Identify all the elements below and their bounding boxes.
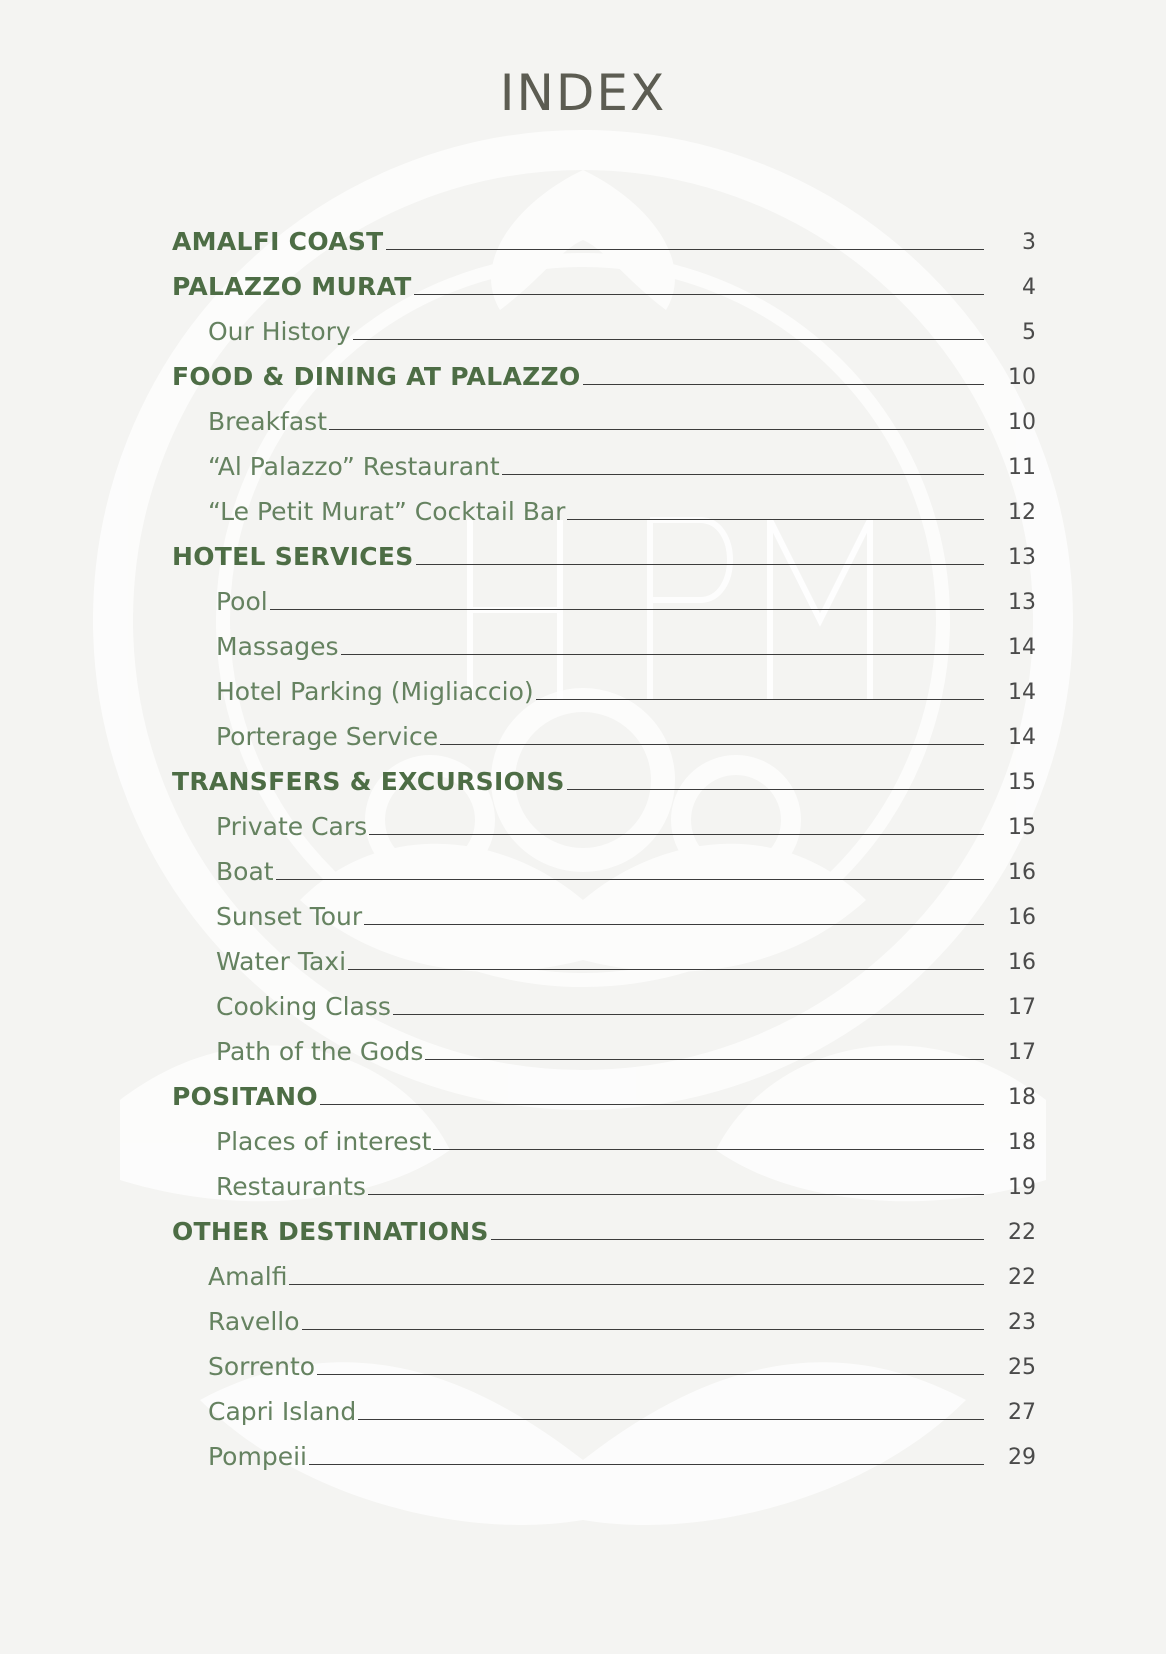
toc-page-number: 16 (1008, 950, 1036, 975)
toc-leader-line (348, 969, 984, 970)
toc-entry[interactable] (208, 490, 1036, 526)
toc-entry-label: TRANSFERS & EXCURSIONS (172, 767, 565, 796)
toc-page-number: 18 (1008, 1085, 1036, 1110)
toc-page-number: 22 (1008, 1265, 1036, 1290)
toc-leader-line (270, 609, 984, 610)
toc-page-number: 25 (1008, 1355, 1036, 1380)
toc-page-number: 18 (1008, 1130, 1036, 1155)
toc-entry-label: Sunset Tour (216, 902, 363, 931)
toc-entry[interactable] (216, 985, 1036, 1021)
toc-entry-label: Places of interest (216, 1127, 432, 1156)
toc-leader-line (368, 1194, 984, 1195)
toc-entry[interactable] (216, 670, 1036, 706)
toc-entry-label: PALAZZO MURAT (172, 272, 412, 301)
toc-entry-label: AMALFI COAST (172, 227, 384, 256)
toc-leader-line (491, 1239, 984, 1240)
toc-leader-line (309, 1464, 984, 1465)
toc-entry[interactable] (208, 400, 1036, 436)
toc-page-number: 23 (1008, 1310, 1036, 1335)
toc-entry-label: Pompeii (208, 1442, 307, 1471)
toc-page-number: 3 (1022, 230, 1036, 255)
toc-entry[interactable] (216, 1030, 1036, 1066)
toc-entry-label: Boat (216, 857, 274, 886)
toc-page-number: 29 (1008, 1445, 1036, 1470)
toc-entry[interactable] (208, 310, 1036, 346)
toc-page-number: 16 (1008, 905, 1036, 930)
toc-page-number: 17 (1008, 995, 1036, 1020)
toc-entry[interactable] (172, 535, 1036, 571)
toc-entry-label: Our History (208, 317, 351, 346)
toc-entry[interactable] (216, 1120, 1036, 1156)
toc-leader-line (353, 339, 984, 340)
toc-leader-line (317, 1374, 984, 1375)
toc-entry[interactable] (216, 805, 1036, 841)
page-title: INDEX (499, 64, 667, 122)
toc-entry[interactable] (172, 1210, 1036, 1246)
toc-entry-label: “Le Petit Murat” Cocktail Bar (208, 497, 566, 526)
toc-page-number: 11 (1008, 455, 1036, 480)
toc-page-number: 12 (1008, 500, 1036, 525)
toc-entry[interactable] (216, 850, 1036, 886)
toc-leader-line (393, 1014, 984, 1015)
toc-leader-line (583, 384, 985, 385)
toc-entry-label: Pool (216, 587, 268, 616)
toc-page-number: 13 (1008, 590, 1036, 615)
toc-page-number: 10 (1008, 365, 1036, 390)
toc-page-number: 14 (1008, 635, 1036, 660)
toc-page-number: 14 (1008, 725, 1036, 750)
toc-entry-label: Path of the Gods (216, 1037, 424, 1066)
toc-entry[interactable] (216, 580, 1036, 616)
toc-entry-label: Massages (216, 632, 339, 661)
toc-entry[interactable] (208, 1435, 1036, 1471)
toc-entry[interactable] (172, 220, 1036, 256)
toc-leader-line (414, 294, 984, 295)
toc-page-number: 5 (1022, 320, 1036, 345)
toc-leader-line (364, 924, 984, 925)
toc-entry-label: “Al Palazzo” Restaurant (208, 452, 500, 481)
toc-leader-line (567, 519, 984, 520)
toc-leader-line (358, 1419, 984, 1420)
toc-entry-label: Porterage Service (216, 722, 439, 751)
toc-entry[interactable] (208, 1255, 1036, 1291)
toc-entry[interactable] (216, 715, 1036, 751)
toc-entry[interactable] (216, 895, 1036, 931)
toc-entry-label: Ravello (208, 1307, 300, 1336)
toc-page-number: 14 (1008, 680, 1036, 705)
toc-page-number: 17 (1008, 1040, 1036, 1065)
toc-entry-label: Cooking Class (216, 992, 391, 1021)
toc-entry-label: Breakfast (208, 407, 328, 436)
toc-entry-label: FOOD & DINING AT PALAZZO (172, 362, 581, 391)
toc-leader-line (320, 1104, 984, 1105)
toc-entry[interactable] (208, 1300, 1036, 1336)
toc-entry[interactable] (172, 1075, 1036, 1111)
toc-page-number: 10 (1008, 410, 1036, 435)
toc-leader-line (276, 879, 984, 880)
toc-entry[interactable] (172, 355, 1036, 391)
toc-entry[interactable] (172, 760, 1036, 796)
toc-leader-line (369, 834, 984, 835)
toc-entry-label: Amalfi (208, 1262, 288, 1291)
toc-page-number: 16 (1008, 860, 1036, 885)
toc-page-number: 15 (1008, 815, 1036, 840)
toc-leader-line (440, 744, 984, 745)
toc-page-number: 13 (1008, 545, 1036, 570)
toc-entry[interactable] (216, 940, 1036, 976)
toc-page-number: 19 (1008, 1175, 1036, 1200)
toc-leader-line (416, 564, 984, 565)
toc-leader-line (425, 1059, 984, 1060)
toc-entry[interactable] (208, 445, 1036, 481)
toc-entry-label: OTHER DESTINATIONS (172, 1217, 489, 1246)
toc-page-number: 22 (1008, 1220, 1036, 1245)
toc-entry-label: Water Taxi (216, 947, 347, 976)
toc-entry[interactable] (216, 1165, 1036, 1201)
toc-leader-line (536, 699, 984, 700)
toc-entry[interactable] (208, 1345, 1036, 1381)
toc-page-number: 4 (1022, 275, 1036, 300)
toc-page-number: 15 (1008, 770, 1036, 795)
toc-leader-line (502, 474, 984, 475)
toc-leader-line (433, 1149, 984, 1150)
toc-leader-line (567, 789, 984, 790)
toc-entry-label: Private Cars (216, 812, 368, 841)
toc-leader-line (386, 249, 984, 250)
toc-leader-line (329, 429, 984, 430)
toc-entry-label: POSITANO (172, 1082, 318, 1111)
toc-page-number: 27 (1008, 1400, 1036, 1425)
toc-leader-line (289, 1284, 984, 1285)
toc-entry-label: HOTEL SERVICES (172, 542, 414, 571)
toc-entry-label: Hotel Parking (Migliaccio) (216, 677, 534, 706)
toc-entry-label: Sorrento (208, 1352, 316, 1381)
toc-leader-line (341, 654, 984, 655)
toc-leader-line (302, 1329, 984, 1330)
toc-entry-label: Capri Island (208, 1397, 357, 1426)
toc-entry-label: Restaurants (216, 1172, 366, 1201)
toc-entry[interactable] (172, 265, 1036, 301)
toc-entry[interactable] (208, 1390, 1036, 1426)
toc-entry[interactable] (216, 625, 1036, 661)
